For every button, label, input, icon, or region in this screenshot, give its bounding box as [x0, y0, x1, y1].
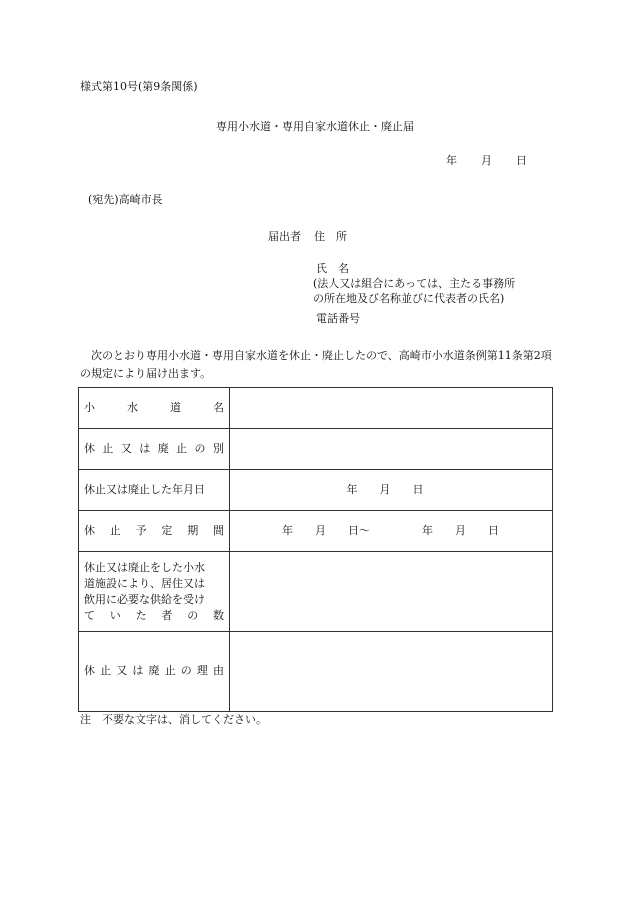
label-char: 廃: [148, 664, 160, 678]
label-char: 定: [161, 523, 173, 537]
row-label-water-supply-name: [79, 388, 230, 429]
info-table: [78, 387, 553, 712]
body-text: [80, 347, 560, 383]
name-note-line-1: (法人又は組合にあっては、主たる事務所: [313, 277, 516, 290]
address-label: 住 所: [314, 230, 347, 243]
label-char: 止: [102, 441, 114, 455]
row-label-planned-period: [79, 511, 230, 552]
label-char: 止: [100, 664, 112, 678]
label-char: て: [84, 608, 95, 622]
label-char: 休: [84, 664, 95, 678]
name-label: 氏 名: [316, 262, 349, 275]
date-day-label: 日: [516, 154, 527, 167]
label-char: 期: [187, 523, 199, 537]
table-row: [79, 388, 553, 429]
affected-count-line-4: [84, 608, 224, 624]
label-char: 止: [164, 664, 176, 678]
label-char: 名: [213, 400, 224, 414]
period-to: 年 月 日: [422, 523, 499, 537]
label-char: の: [180, 664, 192, 678]
value-suspension-date[interactable]: [230, 470, 553, 511]
table-row: [79, 632, 553, 712]
label-char: 又: [120, 441, 132, 455]
spread-label: [84, 401, 224, 416]
date-month-label: 月: [481, 154, 492, 167]
value-reason[interactable]: [230, 632, 553, 712]
table-row: [79, 470, 553, 511]
affected-count-line-1: 休止又は廃止をした小水: [84, 560, 205, 574]
name-note: [313, 276, 515, 306]
form-number: 様式第10号(第9条関係): [80, 80, 198, 93]
table-row: [79, 429, 553, 470]
affected-count-line-2: 道施設により、居住又は: [84, 576, 205, 590]
footer-note: 注 不要な文字は、消してください。: [80, 713, 267, 726]
value-affected-count[interactable]: [230, 552, 553, 632]
label-char: の: [187, 608, 199, 622]
value-planned-period[interactable]: [230, 511, 553, 552]
applicant-label: 届出者: [268, 230, 301, 243]
row-label-reason: [79, 632, 230, 712]
label-char: は: [132, 664, 144, 678]
label-char: 小: [84, 400, 95, 414]
label-char: 者: [161, 608, 173, 622]
row-label-suspension-date: 休止又は廃止した年月日: [79, 470, 230, 511]
submission-date: [446, 154, 527, 169]
phone-label: 電話番号: [316, 312, 360, 325]
label-char: 水: [127, 400, 138, 414]
label-char: 止: [109, 523, 121, 537]
label-char: 休: [84, 441, 95, 455]
spread-label: [84, 442, 224, 457]
label-char: 又: [116, 664, 128, 678]
label-char: の: [194, 441, 206, 455]
label-char: 道: [170, 400, 181, 414]
suspension-date-placeholder: 年 月 日: [346, 482, 424, 496]
label-char: 休: [84, 523, 95, 537]
body-text-content: 次のとおり専用小水道・専用自家水道を休止・廃止したので、高崎市小水道条例第11条第2項の規定により届け出ます。: [80, 349, 552, 380]
affected-count-line-3: 飲用に必要な供給を受け: [84, 592, 205, 606]
label-char: い: [109, 608, 121, 622]
name-note-line-2: の所在地及び名称並びに代表者の氏名): [313, 292, 505, 305]
label-char: 数: [212, 608, 224, 622]
label-char: 廃: [157, 441, 169, 455]
label-char: た: [135, 608, 147, 622]
row-label-affected-count: [79, 552, 230, 632]
addressee: (宛先)高崎市長: [88, 193, 163, 206]
value-suspension-type[interactable]: [230, 429, 553, 470]
period-from: 年 月 日〜: [282, 523, 370, 537]
row-label-suspension-type: [79, 429, 230, 470]
label-char: は: [139, 441, 151, 455]
label-char: 止: [176, 441, 188, 455]
label-char: 予: [135, 523, 147, 537]
document-title: 専用小水道・専用自家水道休止・廃止届: [216, 120, 414, 133]
label-char: 間: [212, 523, 224, 537]
spread-label: [84, 664, 224, 679]
table-row: [79, 552, 553, 632]
label-char: 理: [196, 664, 208, 678]
value-water-supply-name[interactable]: [230, 388, 553, 429]
label-char: 別: [212, 441, 224, 455]
date-year-label: 年: [446, 154, 457, 167]
spread-label: [84, 524, 224, 539]
label-char: 由: [213, 664, 224, 678]
table-row: [79, 511, 553, 552]
